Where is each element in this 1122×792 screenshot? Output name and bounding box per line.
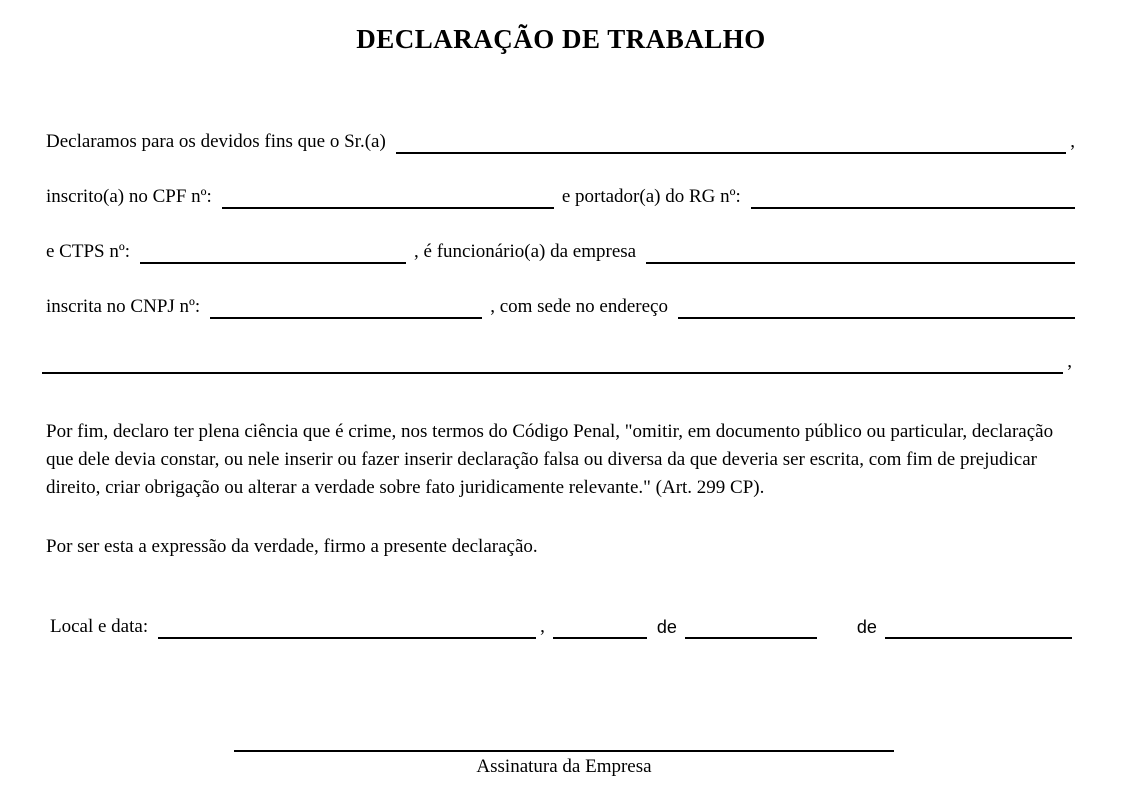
cpf-label: inscrito(a) no CPF nº: [46, 186, 212, 207]
legal-paragraph: Por fim, declaro ter plena ciência que é crime, nos termos do Código Penal, "omitir, em documento público ou particular, declaração que dele devia constar, ou nele inserir ou fazer inserir declaração falsa ou diversa da que deveria ser escrita, com fim de prejudicar direito, criar obrigação ou alterar a verdade sobre fato juridicamente relevante." (Art. 299 CP). [46, 421, 1054, 498]
employee-name-field[interactable] [396, 130, 1066, 154]
rg-field[interactable] [751, 185, 1075, 209]
form-row-address-continuation [42, 350, 1072, 374]
signature-line[interactable] [234, 750, 894, 778]
day-field[interactable] [553, 615, 647, 639]
signature-caption: Assinatura da Empresa [476, 756, 652, 777]
de-word-2: de [856, 617, 877, 637]
local-data-label: Local e data: [50, 616, 149, 637]
closing-statement: Por ser esta a expressão da verdade, firmo a presente declaração. [46, 536, 538, 557]
de-word-1: de [656, 617, 677, 637]
page-title: DECLARAÇÃO DE TRABALHO [356, 24, 766, 54]
ctps-field[interactable] [140, 240, 406, 264]
cnpj-field[interactable] [210, 295, 482, 319]
date-comma: , [540, 616, 545, 637]
form-row-cpf-rg [46, 185, 1075, 209]
month-field[interactable] [685, 615, 817, 639]
form-row-name [46, 130, 1075, 154]
declaration-intro-label: Declaramos para os devidos fins que o Sr.(a) [46, 131, 386, 152]
ctps-label: e CTPS nº: [46, 241, 131, 262]
address-continuation-field[interactable] [42, 350, 1063, 374]
address-field[interactable] [678, 295, 1075, 319]
rg-label: e portador(a) do RG nº: [561, 186, 741, 207]
address-label: , com sede no endereço [490, 296, 668, 317]
form-row-ctps-company [46, 240, 1075, 264]
company-label: , é funcionário(a) da empresa [414, 241, 637, 262]
cnpj-label: inscrita no CNPJ nº: [46, 296, 201, 317]
row5-comma: , [1067, 351, 1072, 372]
form-row-local-data [50, 615, 1072, 639]
row1-comma: , [1070, 131, 1075, 152]
company-name-field[interactable] [646, 240, 1075, 264]
city-field[interactable] [158, 615, 536, 639]
form-row-cnpj-address [46, 295, 1075, 319]
year-field[interactable] [885, 615, 1072, 639]
cpf-field[interactable] [222, 185, 554, 209]
